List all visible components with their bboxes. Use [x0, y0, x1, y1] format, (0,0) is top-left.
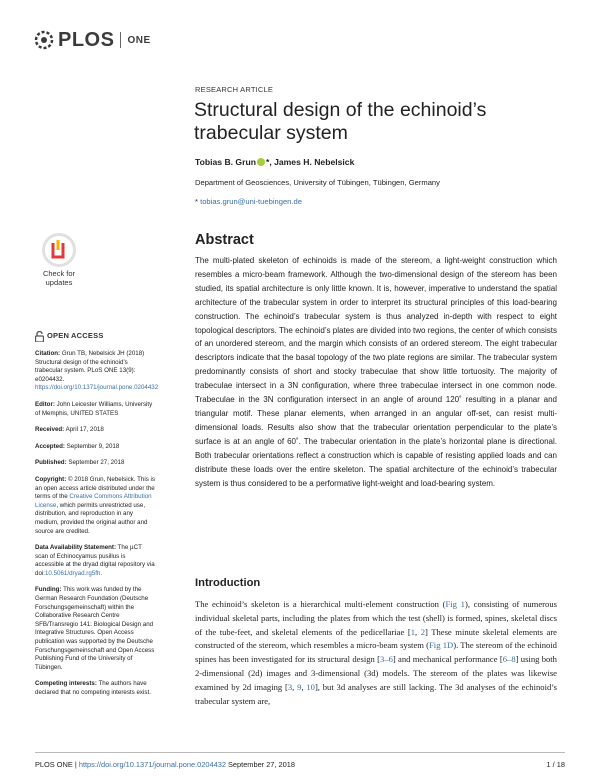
citation-ref-link[interactable]: 10	[306, 681, 315, 692]
author-separator: ,	[269, 157, 275, 167]
journal-name: ONE	[127, 34, 151, 46]
author-name[interactable]: Tobias B. Grun	[195, 157, 256, 167]
open-lock-icon	[35, 331, 44, 342]
logo-text: PLOS	[58, 28, 115, 51]
abstract-text: The multi-plated skeleton of echinoids is made of the stereom, a light-weight construction which resembles a micro-beam framework. Although the two-dimensional design of the stereom has been studied, its spatial architecture is only little known. It is, however, imperative to understand the spatial architecture of the trabecular system in order to interpret its structural principles of this load-bearing construction. The echinoid’s trabecular system is thus analyzed in-depth with respect to eight topological descriptors. The echinoid’s plates are divided into two regions, the center of which consists of an unordered stereom, and the margin which consists of an ordered stereom. The eight trabecular descriptors indicate that the basal topology of the two plate regions are similar. The trabecular system predominantly consists of short and stocky trabeculae that show little tortuosity. The majority of trabeculae intersect in a 3N configuration, where three trabeculae intersect in one common node. Trabeculae in the 3N configuration intersect in an angle of around 120˚ resulting in a planar and triangular motif. These planar elements, when arranged in an angular off-set, can resist multi-dimensional loads. Results also show that the trabecular orientation perpendicular to the plate’s surface is at an angle of 60˚. The trabecular orientation in the plate’s horizontal plane is directional. Both trabecular orientations reflect a construction which is capable of resisting applied loads and can distribute these loads over the entire skeleton. The spatial architecture of the echinoid’s trabecular system is thus considered to be a performative light-weight and load-bearing system.	[195, 256, 557, 488]
corresponding-mark: *	[265, 157, 270, 167]
accepted-date: Accepted: September 9, 2018	[35, 442, 120, 450]
affiliation: Department of Geosciences, University of Tübingen, Tübingen, Germany	[195, 178, 440, 187]
citation-ref-link[interactable]: 9	[297, 681, 302, 692]
abstract-heading: Abstract	[195, 232, 254, 248]
plos-logo-mark-icon	[33, 29, 55, 51]
author-list	[195, 157, 354, 167]
citation-doi-link[interactable]: https://doi.org/10.1371/journal.pone.0204432	[35, 384, 159, 392]
orcid-icon[interactable]	[257, 158, 265, 166]
author-name[interactable]: James H. Nebelsick	[274, 157, 355, 167]
competing-interests-block: Competing interests: The authors have declared that no competing interests exist.	[35, 680, 151, 696]
data-availability-block: Data Availability Statement: The µCT scan of Echinocyamus pusillus is accessible at the dryad digital repository via doi:10.5061/dryad.rg5fh.	[35, 544, 155, 577]
footer-date: September 27, 2018	[225, 760, 295, 769]
correspondence	[195, 197, 302, 206]
data-doi-link[interactable]: 10.5061/dryad.rg5fh	[44, 569, 101, 577]
citation-ref-link[interactable]: 1	[410, 626, 415, 637]
introduction-text: The echinoid’s skeleton is a hierarchical multi-element construction (Fig 1), consisting of numerous individual skeletal parts, including the plates from which the test (shell) is formed, spines, skeletal discs of the tube-feet, and skeletal elements of the pedicellariae [1, 2] These minute skeletal elements are constructed of the stereom, which resembles a micro-beam system (Fig 1D). The stereom of the echinoid spines has been investigated for its structural design [3–6] and mechanical performance [6–8] using both 2-dimensional (2d) images and 3-dimensional (3d) models. The stereom of the plates was likewise examined by 2d imaging [3, 9, 10], but 3d analyses are still lacking. The 3d analyses of the echinoid’s trabecular system are,	[195, 599, 558, 706]
check-updates-icon	[42, 233, 76, 267]
article-info-sidebar	[35, 331, 159, 706]
check-updates-line2: updates	[45, 278, 73, 287]
published-date: Published: September 27, 2018	[35, 459, 125, 467]
article-title: Structural design of the echinoid’s trabecular system	[194, 99, 487, 144]
editor-block: Editor: John Leicester Williams, University of Memphis, UNITED STATES	[35, 400, 153, 417]
citation-ref-link[interactable]: 2	[420, 626, 425, 637]
logo-divider	[120, 32, 121, 48]
citation-ref-link[interactable]: 3	[287, 681, 293, 692]
footer-citation: PLOS ONE | https://doi.org/10.1371/journal.pone.0204432 September 27, 2018	[35, 760, 295, 769]
footer-journal: PLOS ONE	[35, 760, 73, 769]
license-link[interactable]: Creative Commons Attribution License	[35, 493, 152, 509]
correspondence-star: *	[195, 197, 198, 206]
plos-one-logo[interactable]	[33, 27, 151, 53]
figure-ref-link[interactable]: Fig 1D	[429, 640, 454, 651]
citation-ref-link[interactable]: 3–6	[379, 654, 393, 665]
figure-ref-link[interactable]: Fig 1	[445, 599, 465, 609]
open-access-label: OPEN ACCESS	[35, 331, 155, 342]
citation-ref-link[interactable]: 6–8	[502, 654, 516, 665]
check-updates-line1: Check for	[42, 269, 76, 278]
received-date: Received: April 17, 2018	[35, 426, 104, 434]
footer-doi-link[interactable]: https://doi.org/10.1371/journal.pone.0204432	[78, 760, 226, 769]
page-number: 1 / 18	[546, 760, 565, 769]
introduction-heading: Introduction	[195, 577, 261, 589]
email-link[interactable]: tobias.grun@uni-tuebingen.de	[200, 197, 302, 206]
article-type: RESEARCH ARTICLE	[195, 85, 274, 94]
check-for-updates-badge[interactable]	[36, 233, 82, 293]
citation-block: Citation: Grun TB, Nebelsick JH (2018) Structural design of the echinoid’s trabecular system. PLoS ONE 13(9): e0204432. https://doi.org/10.1371/journal.pone.0204432	[35, 350, 159, 392]
footer-divider	[35, 752, 565, 753]
copyright-block: Copyright: © 2018 Grun, Nebelsick. This is an open access article distributed under the terms of the Creative Commons Attribution License, which permits unrestricted use, distribution, and reproduction in any medium, provided the original author and source are credited.	[35, 475, 155, 535]
funding-block: Funding: This work was funded by the German Research Foundation (Deutsche Forschungsgemeinschaft) within the Collaborative Research Centre SFB/Transregio 141: Biological Design and Integrative Structures. Open Access publication was supported by the Deutsche Forschungsgemeinschaft and Open Access Publishing Fund of the University of Tübingen.	[35, 586, 155, 671]
